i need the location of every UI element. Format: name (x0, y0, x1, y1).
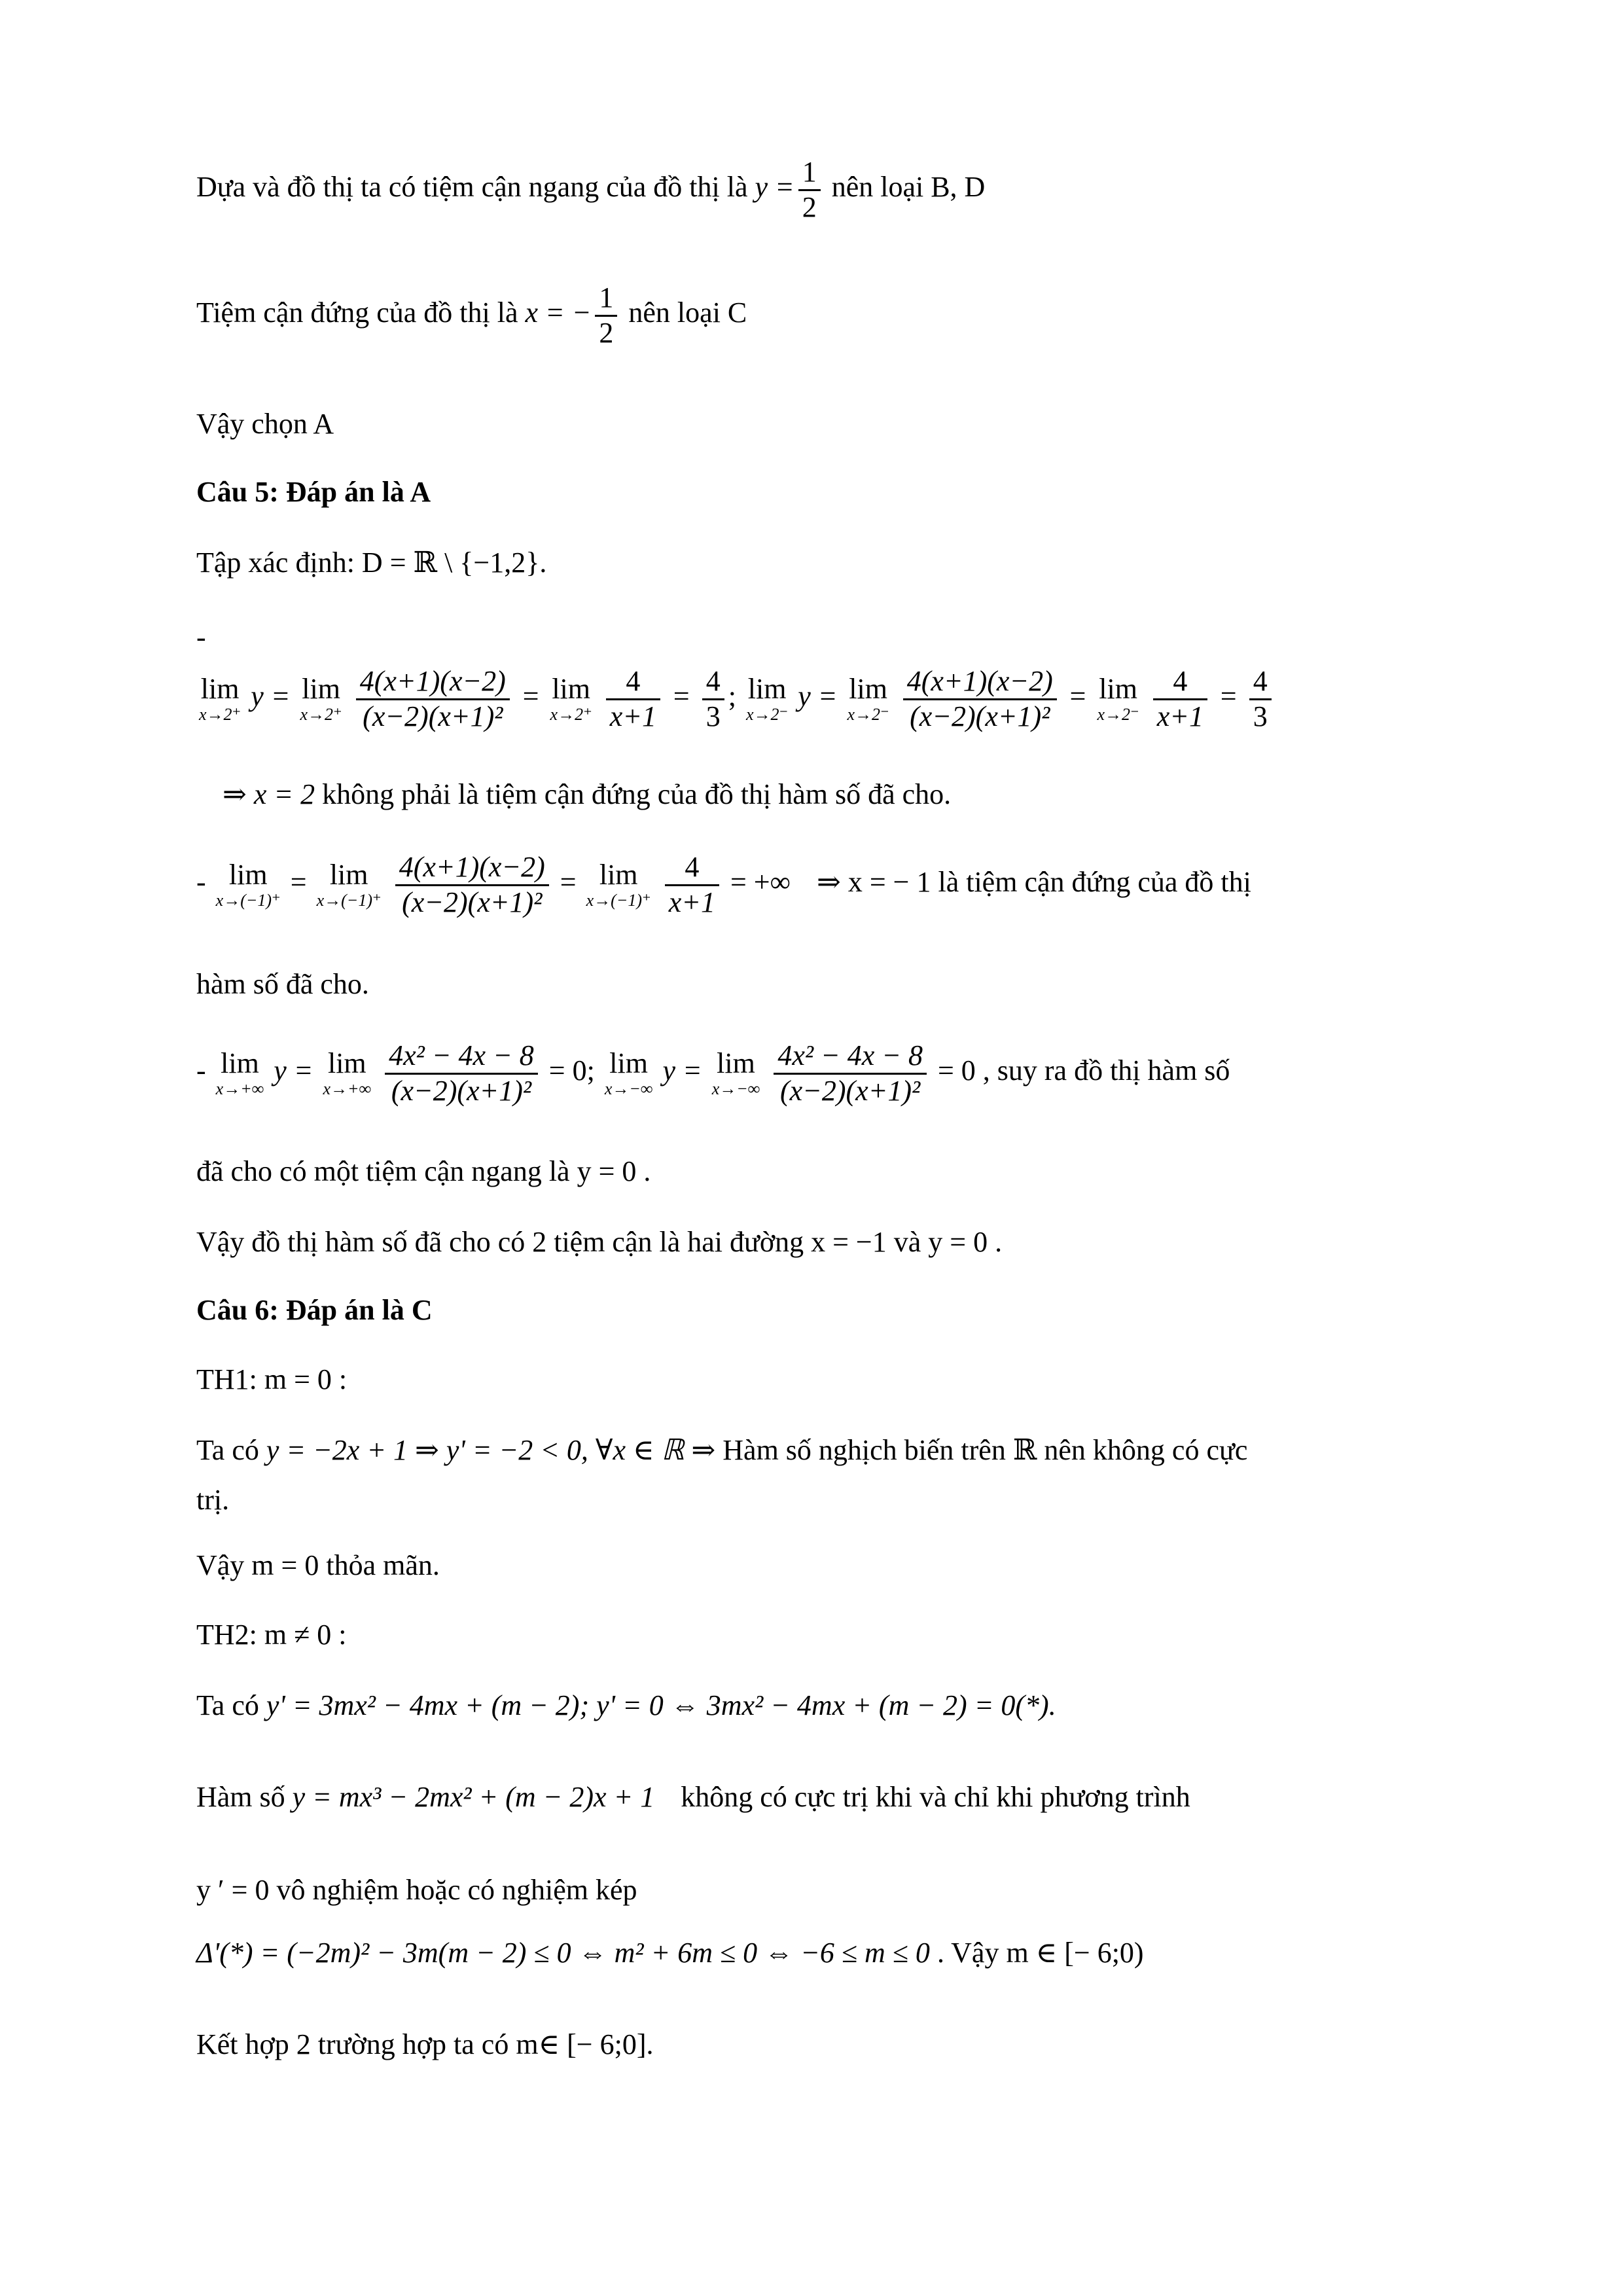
equals: = (520, 680, 541, 713)
final-conclusion: Kết hợp 2 trường hợp ta có m∈ [− 6;0]. (196, 2028, 654, 2060)
fraction: $\frac{\text{4x² − 4x − 8}}{\text{(x−2)(x+1)²}}$ (385, 1039, 538, 1107)
denominator: 2 (802, 190, 817, 223)
math: y = mx³ − 2mx² + (m − 2)x + 1 (292, 1781, 655, 1813)
equals: = (290, 866, 307, 899)
fraction-half (798, 156, 821, 224)
limit-operator: lim x→2⁺ (300, 673, 342, 725)
line-m1-continuation: hàm số đã cho. (196, 968, 369, 1000)
limit-operator: lim x→(−1)⁺ (586, 859, 651, 910)
text: Tiệm cận đứng của đồ thị là (196, 296, 518, 329)
limit-operator: lim x→2⁻ (1097, 673, 1139, 725)
dash: - (196, 1054, 206, 1087)
limit-operator: lim x→−∞ (604, 1047, 653, 1099)
limit-operator: lim x→2⁻ (745, 673, 789, 725)
math: ⇒ x = 2 (223, 778, 315, 810)
text: Ta có (196, 1689, 259, 1721)
line-horizontal-asymptote-conclusion: đã cho có một tiệm cận ngang là y = 0 . (196, 1155, 651, 1187)
text: không có cực trị khi và chỉ khi phương trình (681, 1781, 1190, 1813)
line-choose-a: Vậy chọn A (196, 408, 334, 440)
y-eq: y = (662, 1054, 702, 1087)
text: ⇒ x = − 1 là tiệm cận đứng của đồ thị (816, 866, 1251, 899)
limit-operator: lim x→−∞ (711, 1047, 760, 1099)
fraction: $\frac{4(x+1)(x-2)}{\text{(x−2)(x+1)²}}$ (903, 665, 1057, 733)
dash: - (196, 866, 206, 899)
text: Dựa và đồ thị ta có tiệm cận ngang của đồ thị là (196, 171, 748, 204)
limit-operator: lim x→2⁺ (199, 673, 241, 725)
text: Hàm số (196, 1781, 285, 1813)
case-1-derivative (196, 1433, 1247, 1468)
limit-x-to-minus-1 (196, 851, 1251, 919)
equals: = (1219, 680, 1238, 713)
equals-zero: = 0; (548, 1054, 595, 1087)
case-1-title: TH1: m = 0 : (196, 1363, 348, 1395)
text: nên không có cực (1044, 1434, 1248, 1466)
numerator: 1 (595, 281, 617, 317)
fraction: $\frac{\text{4x² − 4x − 8}}{\text{(x−2)(x+1)²}}$ (774, 1039, 927, 1107)
fraction: $\frac{4(x+1)(x-2)}{\text{(x−2)(x+1)²}}$ (395, 851, 549, 919)
fraction: $\frac{4(x+1)(x-2)}{\text{(x−2)(x+1)²}}$ (356, 665, 510, 733)
case-1-conclusion: Vậy m = 0 thỏa mãn. (196, 1549, 440, 1581)
line-x2-conclusion (223, 778, 951, 812)
case-2-condition: y ′ = 0 vô nghiệm hoặc có nghiệm kép (196, 1874, 637, 1906)
numerator: 1 (798, 156, 821, 191)
fraction-half (595, 281, 617, 350)
case-2-function (196, 1780, 1190, 1815)
limit-operator: lim x→2⁺ (550, 673, 592, 725)
equals: = (1067, 680, 1088, 713)
line-vertical-asymptote (196, 281, 747, 350)
real-numbers-symbol: ℝ (1012, 1434, 1037, 1466)
text: . Vậy m ∈ [− 6;0) (936, 1937, 1144, 1969)
equals-zero: = 0 (937, 1054, 976, 1087)
dash: - (196, 621, 206, 653)
fraction: $\frac{4}{x+1}$ (606, 665, 660, 733)
y-eq: y = (251, 680, 291, 713)
text: ⇒ Hàm số nghịch biến trên (691, 1434, 1006, 1466)
question-5-conclusion: Vậy đồ thị hàm số đã cho có 2 tiệm cận là hai đường x = −1 và y = 0 . (196, 1226, 1003, 1258)
fraction-four-thirds: $\frac{4}{3}$ (1249, 665, 1272, 733)
limit-operator: lim x→(−1)⁺ (215, 859, 281, 910)
question-5-title: Câu 5: Đáp án là A (196, 476, 431, 508)
semicolon: ; (728, 680, 736, 713)
line-horizontal-asymptote (196, 156, 985, 224)
equals: = (560, 866, 577, 899)
fraction-four-thirds: $\frac{4}{3}$ (702, 665, 724, 733)
limits-x-to-2 (196, 665, 1275, 733)
math-y-eq: y = (755, 171, 794, 204)
math-x-eq: x = − (525, 296, 592, 329)
text: , suy ra đồ thị hàm số (982, 1054, 1230, 1087)
case-1-continuation: trị. (196, 1484, 230, 1516)
math: y' = 3mx² − 4mx + (m − 2); y' = 0 ⇔ 3mx² − 4mx + (m − 2) = 0(*). (266, 1689, 1056, 1721)
y-eq: y = (274, 1054, 313, 1087)
math: y = −2x + 1 ⇒ y' = −2 < 0, ∀x ∈ ℝ (266, 1434, 685, 1466)
discriminant-line (196, 1936, 1144, 1971)
denominator: 2 (599, 316, 614, 349)
equals: = (671, 680, 691, 713)
limit-operator: lim x→2⁻ (847, 673, 889, 725)
text: nên loại B, D (831, 171, 986, 204)
case-2-derivative (196, 1689, 1056, 1723)
fraction: $\frac{4}{x+1}$ (665, 851, 719, 919)
text: không phải là tiệm cận đứng của đồ thị hàm số đã cho. (322, 778, 952, 810)
text: Ta có (196, 1434, 259, 1466)
fraction: $\frac{4}{x+1}$ (1153, 665, 1207, 733)
y-eq: y = (798, 680, 838, 713)
discriminant-inequality: Δ'(*) = (−2m)² − 3m(m − 2) ≤ 0 ⇔ m² + 6m ≤ 0 ⇔ −6 ≤ m ≤ 0 (196, 1937, 930, 1969)
plus-infinity: = +∞ (730, 866, 791, 899)
case-2-title: TH2: m ≠ 0 : (196, 1619, 347, 1651)
limit-operator: lim x→+∞ (323, 1047, 372, 1099)
domain-line: Tập xác định: D = ℝ \ {−1,2}. (196, 547, 547, 579)
limits-at-infinity (196, 1039, 1230, 1107)
question-6-title: Câu 6: Đáp án là C (196, 1294, 433, 1326)
text: nên loại C (628, 296, 747, 329)
limit-operator: lim x→(−1)⁺ (316, 859, 382, 910)
limit-operator: lim x→+∞ (215, 1047, 264, 1099)
